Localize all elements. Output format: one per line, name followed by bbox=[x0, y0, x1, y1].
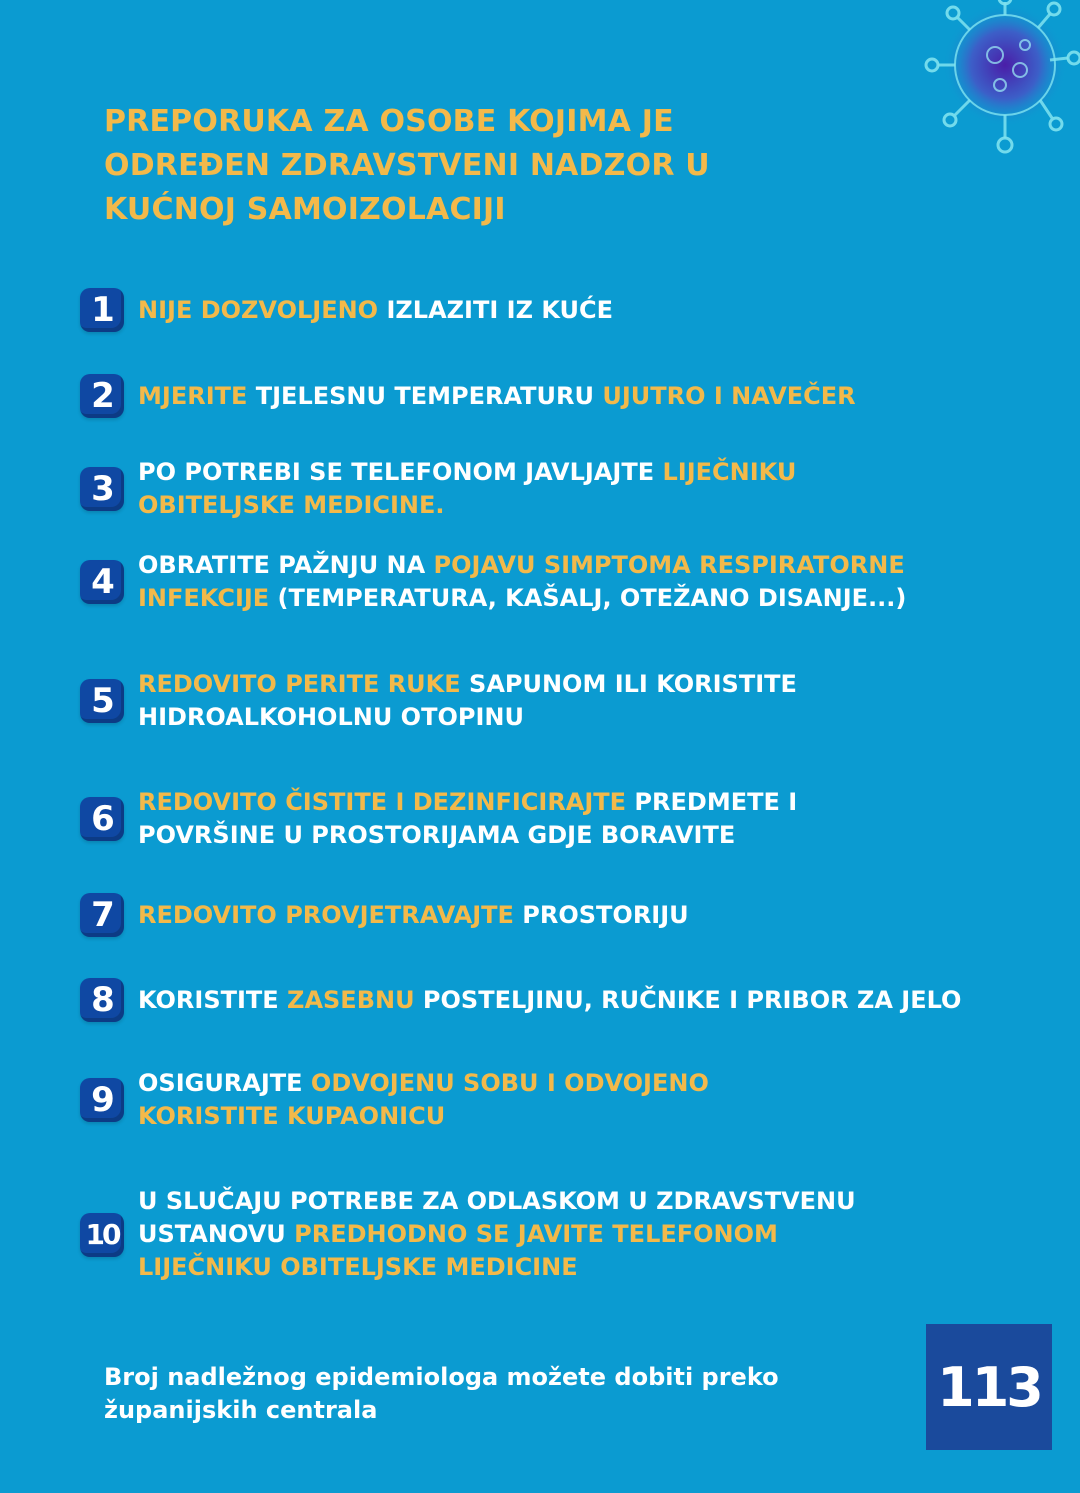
item-3-highlight-b: OBITELJSKE MEDICINE. bbox=[138, 491, 445, 519]
item-4-text-a: OBRATITE PAŽNJU NA bbox=[138, 551, 434, 579]
item-10-text-b: USTANOVU bbox=[138, 1220, 295, 1248]
list-item-2 bbox=[80, 374, 856, 418]
item-10-highlight-a: PREDHODNO SE JAVITE TELEFONOM bbox=[294, 1220, 778, 1248]
item-3-highlight-a: LIJEČNIKU bbox=[662, 458, 797, 486]
item-text-10 bbox=[138, 1185, 856, 1284]
list-item-4 bbox=[80, 549, 906, 615]
item-9-text: OSIGURAJTE bbox=[138, 1069, 311, 1097]
item-8-text-b: POSTELJINU, RUČNIKE I PRIBOR ZA JELO bbox=[414, 985, 962, 1014]
footer-line-2: županijskih centrala bbox=[104, 1396, 378, 1424]
list-item-8 bbox=[80, 978, 961, 1022]
footer-line-1: Broj nadležnog epidemiologa možete dobiti preko bbox=[104, 1363, 779, 1391]
item-4-highlight-a: POJAVU SIMPTOMA RESPIRATORNE bbox=[433, 551, 905, 579]
number-badge-2: 2 bbox=[80, 374, 124, 418]
number-badge-5: 5 bbox=[80, 679, 124, 723]
number-badge-6: 6 bbox=[80, 797, 124, 841]
item-9-highlight-b: KORISTITE KUPAONICU bbox=[138, 1102, 446, 1130]
title-line-2: ODREĐEN ZDRAVSTVENI NADZOR U bbox=[104, 148, 710, 183]
item-9-highlight-a: ODVOJENU SOBU I ODVOJENO bbox=[310, 1069, 709, 1097]
title-line-1: PREPORUKA ZA OSOBE KOJIMA JE bbox=[104, 104, 674, 139]
number-badge-7: 7 bbox=[80, 893, 124, 937]
number-badge-4: 4 bbox=[80, 560, 124, 604]
item-5-text-a: SAPUNOM ILI KORISTITE bbox=[460, 670, 797, 698]
list-item-5 bbox=[80, 668, 797, 734]
number-badge-3: 3 bbox=[80, 467, 124, 511]
item-text-1 bbox=[138, 294, 613, 327]
item-1-highlight: NIJE DOZVOLJENO bbox=[138, 295, 379, 324]
list-item-1 bbox=[80, 288, 613, 332]
phone-number-box: 113 bbox=[926, 1324, 1052, 1450]
number-badge-9: 9 bbox=[80, 1078, 124, 1122]
number-badge-1: 1 bbox=[80, 288, 124, 332]
item-2-highlight-a: MJERITE bbox=[138, 381, 248, 410]
item-7-highlight: REDOVITO PROVJETRAVAJTE bbox=[138, 900, 514, 929]
item-4-text-b: (TEMPERATURA, KAŠALJ, OTEŽANO DISANJE...) bbox=[269, 584, 907, 612]
item-2-highlight-b: UJUTRO I NAVEČER bbox=[602, 381, 856, 410]
item-10-text-a: U SLUČAJU POTREBE ZA ODLASKOM U ZDRAVSTVENU bbox=[138, 1187, 856, 1215]
number-badge-10: 10 bbox=[80, 1213, 124, 1257]
item-text-4 bbox=[138, 549, 906, 615]
item-10-highlight-b: LIJEČNIKU OBITELJSKE MEDICINE bbox=[138, 1253, 578, 1281]
page-title bbox=[104, 100, 864, 232]
item-1-text: IZLAZITI IZ KUĆE bbox=[378, 295, 613, 324]
item-4-highlight-b: INFEKCIJE bbox=[138, 584, 270, 612]
title-line-3: KUĆNOJ SAMOIZOLACIJI bbox=[104, 192, 506, 227]
item-5-highlight: REDOVITO PERITE RUKE bbox=[138, 670, 461, 698]
item-8-text-a: KORISTITE bbox=[138, 985, 288, 1014]
item-text-8 bbox=[138, 984, 961, 1017]
item-6-text-a: PREDMETE I bbox=[626, 788, 798, 816]
item-2-text: TJELESNU TEMPERATURU bbox=[247, 381, 603, 410]
item-7-text: PROSTORIJU bbox=[513, 900, 689, 929]
item-text-9 bbox=[138, 1067, 709, 1133]
item-5-text-b: HIDROALKOHOLNU OTOPINU bbox=[138, 703, 524, 731]
item-8-highlight: ZASEBNU bbox=[287, 985, 415, 1014]
item-text-5 bbox=[138, 668, 797, 734]
virus-illustration bbox=[900, 0, 1080, 180]
list-item-10 bbox=[80, 1185, 856, 1284]
item-6-text-b: POVRŠINE U PROSTORIJAMA GDJE BORAVITE bbox=[138, 821, 736, 849]
item-6-highlight: REDOVITO ČISTITE I DEZINFICIRAJTE bbox=[138, 788, 627, 816]
list-item-3 bbox=[80, 456, 796, 522]
list-item-6 bbox=[80, 786, 797, 852]
item-text-2 bbox=[138, 380, 856, 413]
item-text-3 bbox=[138, 456, 796, 522]
item-3-text: PO POTREBI SE TELEFONOM JAVLJAJTE bbox=[138, 458, 663, 486]
list-item-7 bbox=[80, 893, 689, 937]
list-item-9 bbox=[80, 1067, 709, 1133]
number-badge-8: 8 bbox=[80, 978, 124, 1022]
item-text-6 bbox=[138, 786, 797, 852]
footer-note bbox=[104, 1361, 864, 1427]
item-text-7 bbox=[138, 899, 689, 932]
